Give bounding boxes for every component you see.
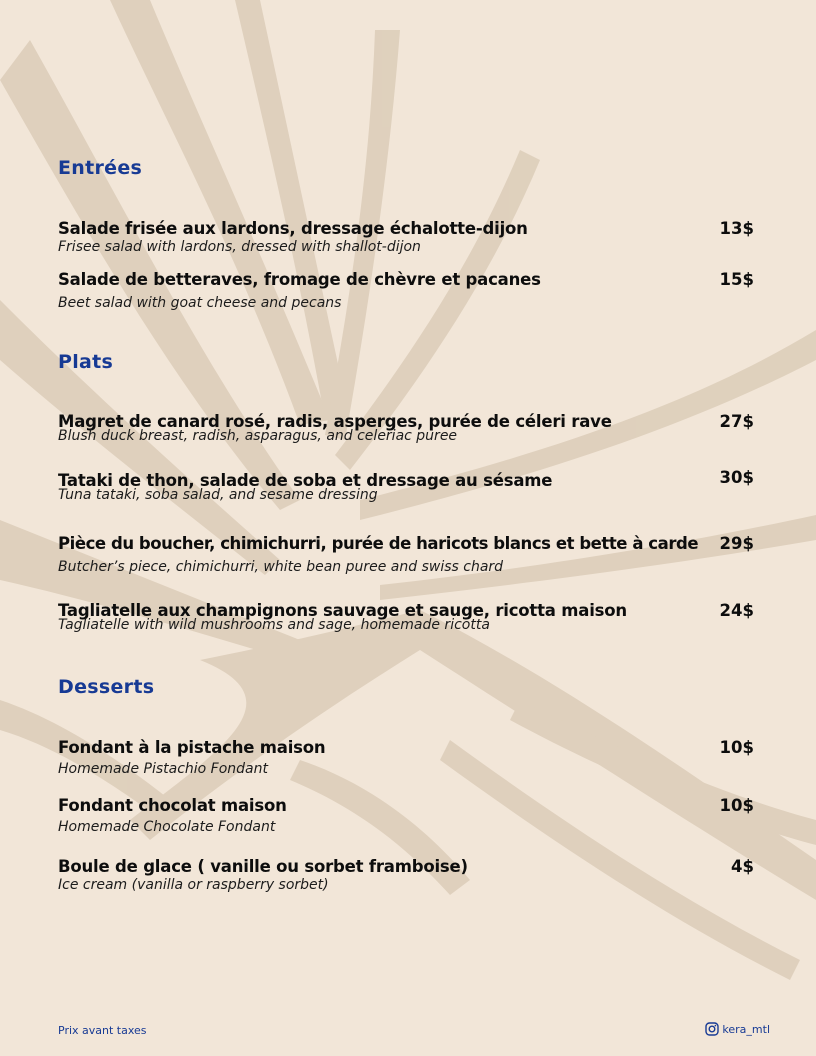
menu-item-boule-glace [58,857,754,894]
item-description: Beet salad with goat cheese and pecans [58,295,342,311]
item-price: 13$ [719,219,754,238]
item-description: Homemade Pistachio Fondant [58,761,268,777]
item-name: Tagliatelle aux champignons sauvage et sauge, ricotta maison [58,601,627,620]
item-description: Frisee salad with lardons, dressed with shallot-dijon [58,239,421,255]
item-price: 30$ [719,468,754,487]
menu-item-salade-betteraves [58,270,754,312]
social-handle-text: kera_mtl [722,1022,770,1036]
section-title-desserts: Desserts [58,676,155,698]
item-price: 15$ [719,270,754,289]
item-description: Ice cream (vanilla or raspberry sorbet) [58,877,329,893]
menu-item-piece-boucher [58,534,754,576]
item-description: Blush duck breast, radish, asparagus, and celeriac puree [58,428,458,444]
item-price: 27$ [719,412,754,431]
menu-item-fondant-pistache [58,738,754,778]
item-name: Fondant chocolat maison [58,796,287,815]
item-price: 24$ [719,601,754,620]
item-description: Butcher’s piece, chimichurri, white bean puree and swiss chard [58,559,504,575]
item-price: 10$ [719,738,754,757]
social-handle-link[interactable] [705,1022,770,1036]
item-description: Tuna tataki, soba salad, and sesame dressing [58,487,378,503]
item-name: Boule de glace ( vanille ou sorbet framboise) [58,857,468,876]
price-note: Prix avant taxes [58,1024,147,1037]
menu-item-fondant-chocolat [58,796,754,836]
item-price: 4$ [731,857,754,876]
menu-item-tataki-thon [58,468,754,504]
menu-item-salade-frisee [58,219,754,256]
menu-item-tagliatelle [58,601,754,634]
item-description: Homemade Chocolate Fondant [58,819,276,835]
item-description: Tagliatelle with wild mushrooms and sage, homemade ricotta [58,617,490,633]
item-name: Salade frisée aux lardons, dressage échalotte-dijon [58,219,528,238]
item-name: Fondant à la pistache maison [58,738,326,757]
item-price: 29$ [719,534,754,553]
section-title-plats: Plats [58,351,114,373]
item-price: 10$ [719,796,754,815]
menu-item-magret-canard [58,412,754,445]
section-title-entrees: Entrées [58,157,143,179]
instagram-icon [705,1022,719,1036]
item-name: Magret de canard rosé, radis, asperges, purée de céleri rave [58,412,612,431]
item-name: Salade de betteraves, fromage de chèvre et pacanes [58,270,541,289]
item-name: Pièce du boucher, chimichurri, purée de haricots blancs et bette à carde [58,534,699,553]
item-name: Tataki de thon, salade de soba et dressage au sésame [58,471,553,490]
